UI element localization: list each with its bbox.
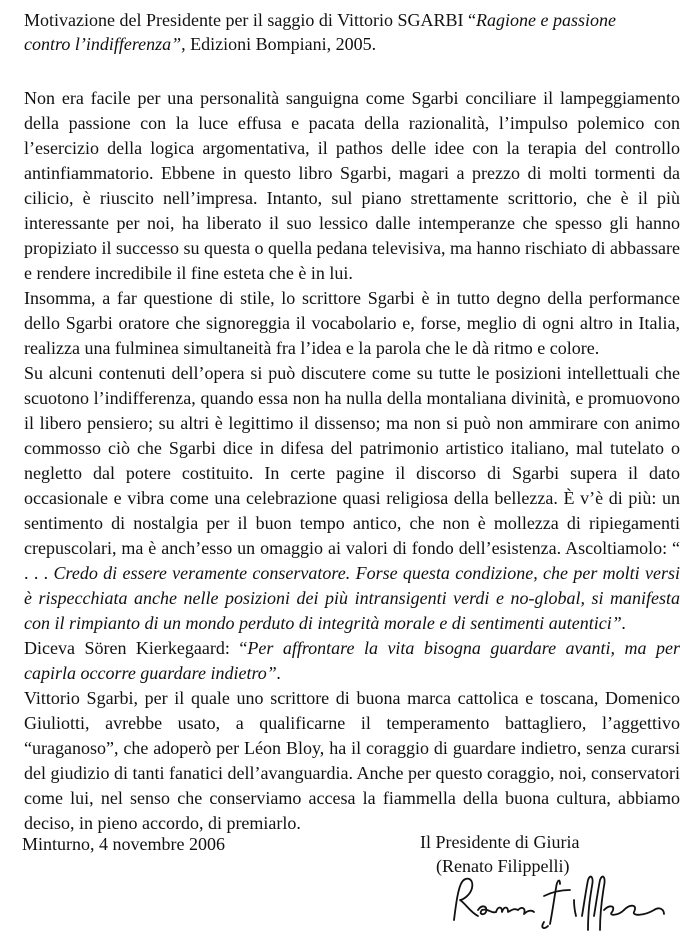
paragraph-5: Vittorio Sgarbi, per il quale uno scrittore di buona marca cattolica e toscana, Domenico Giuliotti, avrebbe usato, a qualificarne il temperamento battagliero, l’aggettivo “uraganoso”, che adoperò per Léon Bloy, ha il coraggio di guardare indietro, senza curarsi del giudizio di tanti fanatici dell’avanguardia. Anche per questo coraggio, noi, conservatori come lui, nel senso che conserviamo accesa la fiammella della buona cultura, abbiamo deciso, in pieno accordo, di premiarlo.: [24, 688, 680, 833]
handwritten-signature: [448, 870, 668, 936]
paragraph-3-text: Su alcuni contenuti dell’opera si può discutere come su tutte le posizioni intellettuali che scuotono l’indifferenza, quando essa non ha nulla della montaliana divinità, e promuovono il libero pensiero; su altri è legittimo il dissenso; ma non si può non ammirare con animo commosso ciò che Sgarbi dice in difesa del patrimonio artistico italiano, mal tutelato o negletto dal potere costituito. In certe pagine il discorso di Sgarbi supera il dato occasionale e vibra come una celebrazione quasi religiosa della bellezza. È v’è di più: un sentimento di nostalgia per il buon tempo antico, che non è mollezza di ripiegamenti crepuscolari, ma è anch’esso un omaggio ai valori di fondo dell’esistenza. Ascoltiamolo: “ . . .: [24, 363, 680, 583]
paragraph-4-text: Diceva Sören Kierkegaard: “: [24, 638, 248, 658]
paragraph-2: Insomma, a far questione di stile, lo scrittore Sgarbi è in tutto degno della performance dello Sgarbi oratore che signoreggia il vocabolario e, forse, meglio di ogni altro in Italia, realizza una fulminea simultaneità fra l’idea e la parola che le dà ritmo e colore.: [24, 288, 680, 358]
header-title-plain: Motivazione del Presidente per il saggio di Vittorio SGARBI “: [24, 10, 477, 30]
book-title-part-2: contro l’indifferenza”,: [24, 34, 186, 54]
paragraph-1: Non era facile per una personalità sanguigna come Sgarbi conciliare il lampeggiamento della passione con la luce effusa e pacata della razionalità, l’impulso polemico con l’esercizio della logica argomentativa, il pathos delle idee con la terapia del controllo antinfiammatorio. Ebbene in questo libro Sgarbi, magari a prezzo di molti tormenti da cilicio, è riuscito nell’impresa. Intanto, sul piano strettamente scrittorio, che è il più interessante per noi, ha liberato il suo lessico dalle intemperanze che spesso gli hanno propiziato il successo su questa o quella pedana televisiva, ma hanno rischiato di abbassare e rendere incredibile il fine esteta che è in lui.: [24, 88, 680, 283]
book-title-part-1: Ragione e passione: [476, 10, 617, 30]
paragraph-3: [24, 361, 680, 636]
document-header: [24, 8, 684, 56]
paragraph-4: [24, 636, 680, 686]
kierkegaard-quote: Per affrontare la vita bisogna guardare avanti, ma per capirla occorre guardare indietro”.: [24, 638, 680, 683]
president-name: (Renato Filippelli): [436, 856, 570, 876]
sgarbi-quote: Credo di essere veramente conservatore. Forse questa condizione, che per molti versi è rispecchiata anche nelle posizioni dei più intransigenti verdi e no-global, si manifesta con il rimpianto di un mondo perduto di integrità morale e di sentimenti autentici”.: [24, 563, 680, 633]
president-role: Il Presidente di Giuria: [420, 832, 580, 852]
publisher-info: Edizioni Bompiani, 2005.: [185, 34, 377, 54]
document-body: [24, 86, 680, 836]
place-date: Minturno, 4 novembre 2006: [22, 834, 225, 854]
